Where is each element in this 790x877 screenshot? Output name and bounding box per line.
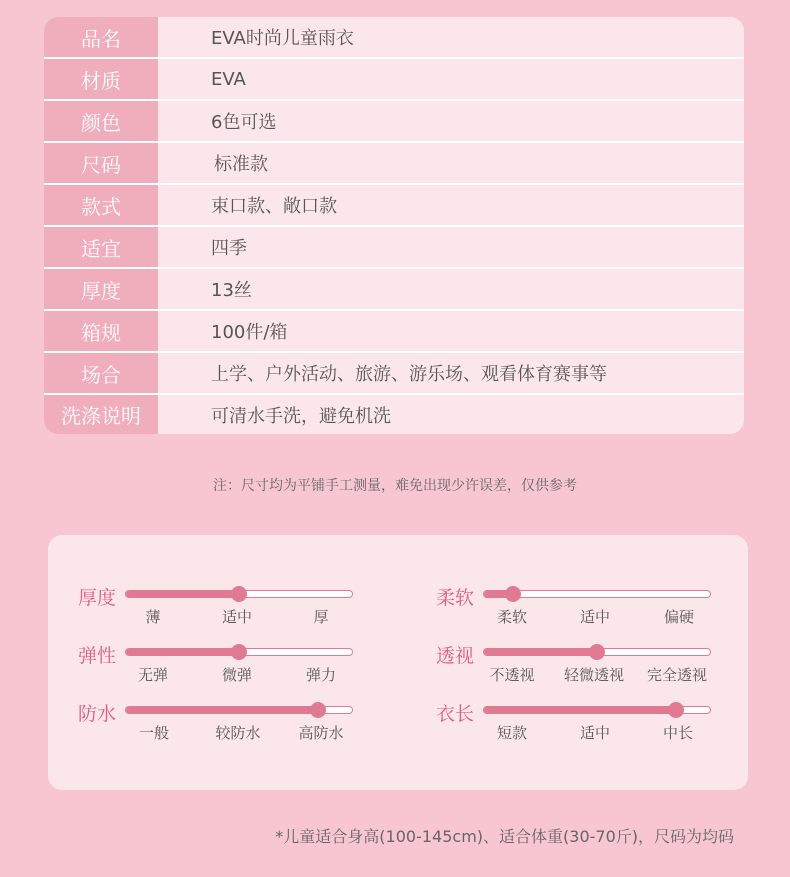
spec-label: 款式 xyxy=(44,185,158,225)
spec-label: 箱规 xyxy=(44,311,158,351)
attr-tick: 一般 xyxy=(138,724,170,742)
spec-label: 厚度 xyxy=(44,269,158,309)
spec-label: 材质 xyxy=(44,59,158,99)
attr-name: 厚度 xyxy=(78,587,117,609)
spec-value: EVA xyxy=(211,68,246,90)
attr-scale xyxy=(483,648,711,656)
spec-value: 13丝 xyxy=(211,280,252,301)
attr-name: 透视 xyxy=(436,645,475,667)
spec-value: EVA时尚儿童雨衣 xyxy=(211,28,354,49)
attr-knob xyxy=(589,644,605,660)
spec-row-occasion xyxy=(44,353,744,393)
attr-scale xyxy=(125,706,353,714)
spec-value: 标准款 xyxy=(214,154,268,175)
attr-name: 防水 xyxy=(78,703,117,725)
spec-row-season xyxy=(44,227,744,267)
spec-row-color xyxy=(44,101,744,141)
attr-knob xyxy=(668,702,684,718)
spec-value: 可清水手洗，避免机洗 xyxy=(211,405,391,427)
attr-scale xyxy=(125,590,353,598)
attr-fill xyxy=(484,649,597,655)
attr-tick: 无弹 xyxy=(137,666,169,684)
attr-fill xyxy=(126,591,239,597)
attr-tick: 薄 xyxy=(145,608,161,626)
spec-row-material xyxy=(44,59,744,99)
attr-tick: 适中 xyxy=(221,608,253,626)
attr-scale xyxy=(483,706,711,714)
attr-tick: 柔软 xyxy=(496,608,528,626)
spec-table xyxy=(44,17,744,434)
spec-value: 上学、户外活动、旅游、游乐场、观看体育赛事等 xyxy=(211,364,607,385)
measurement-note: 注：尺寸均为平铺手工测量，难免出现少许误差，仅供参考 xyxy=(213,478,577,494)
spec-value: 四季 xyxy=(211,238,247,259)
spec-value: 100件/箱 xyxy=(211,322,288,343)
spec-row-thickness xyxy=(44,269,744,309)
attr-tick: 不透视 xyxy=(489,666,535,684)
attr-name: 弹性 xyxy=(78,645,117,667)
attr-tick: 厚 xyxy=(313,608,329,626)
attr-fill xyxy=(126,707,318,713)
attr-knob xyxy=(231,586,247,602)
attr-tick: 高防水 xyxy=(298,724,344,742)
attr-name: 柔软 xyxy=(436,587,475,609)
spec-label: 洗涤说明 xyxy=(44,395,158,434)
spec-row-carton xyxy=(44,311,744,351)
attr-tick: 较防水 xyxy=(215,724,261,742)
attribute-panel xyxy=(48,535,748,790)
spec-value: 束口款、敞口款 xyxy=(211,196,337,217)
attr-tick: 偏硬 xyxy=(663,608,695,626)
attr-tick: 短款 xyxy=(496,724,528,742)
spec-label: 场合 xyxy=(44,353,158,393)
attr-tick: 完全透视 xyxy=(646,666,708,684)
attr-tick: 适中 xyxy=(579,608,611,626)
spec-value: 6色可选 xyxy=(211,112,277,133)
attr-tick: 中长 xyxy=(662,724,694,742)
spec-row-style xyxy=(44,185,744,225)
spec-label: 适宜 xyxy=(44,227,158,267)
size-footnote: *儿童适合身高(100-145cm)、适合体重(30-70斤)，尺码为均码 xyxy=(275,827,734,846)
spec-label: 尺码 xyxy=(44,143,158,183)
attr-fill xyxy=(484,707,676,713)
attr-fill xyxy=(126,649,239,655)
attr-scale xyxy=(125,648,353,656)
spec-row-washing xyxy=(44,395,744,434)
attr-tick: 轻微透视 xyxy=(563,666,625,684)
attr-tick: 弹力 xyxy=(305,666,337,684)
attr-tick: 微弹 xyxy=(221,666,253,684)
attr-knob xyxy=(505,586,521,602)
spec-row-name xyxy=(44,17,744,57)
attr-name: 衣长 xyxy=(436,703,475,725)
spec-label: 颜色 xyxy=(44,101,158,141)
spec-row-size xyxy=(44,143,744,183)
attr-tick: 适中 xyxy=(579,724,611,742)
attr-knob xyxy=(231,644,247,660)
spec-label: 品名 xyxy=(44,17,158,57)
attr-knob xyxy=(310,702,326,718)
attr-scale xyxy=(483,590,711,598)
